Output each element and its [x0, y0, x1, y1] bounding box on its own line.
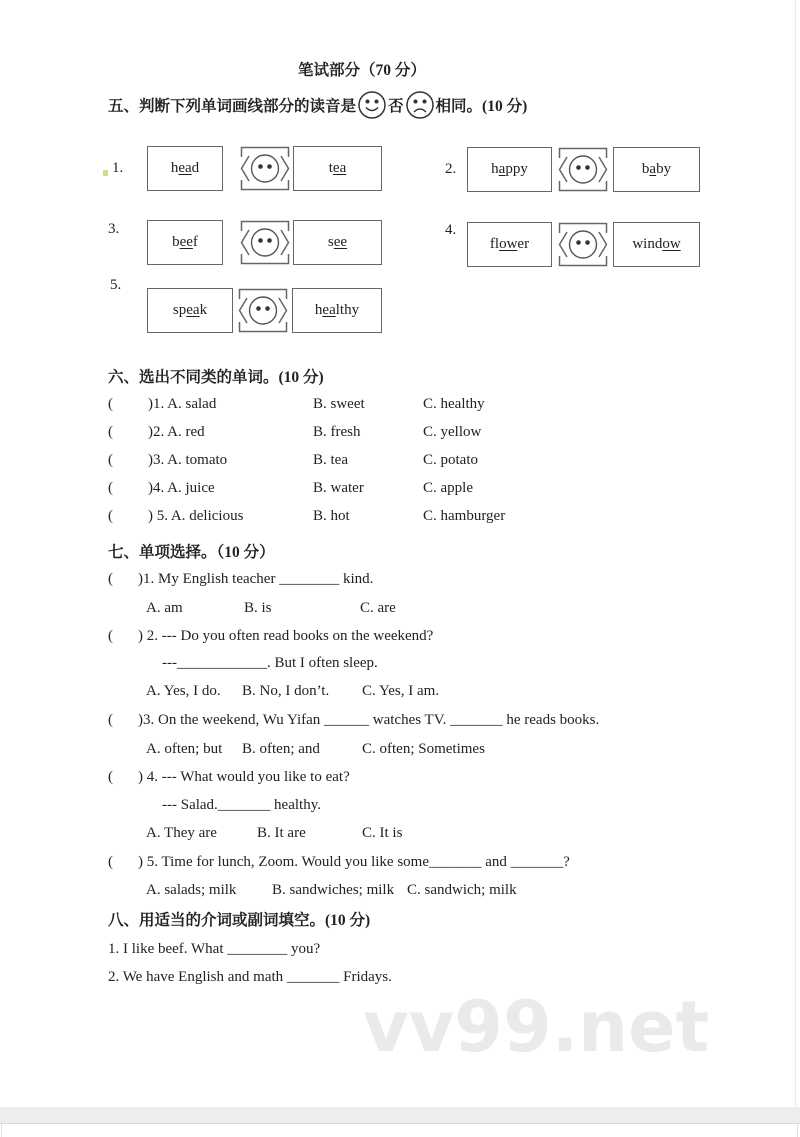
- options-row: [146, 882, 517, 899]
- word-box: [467, 222, 552, 267]
- word-label: head: [170, 160, 200, 176]
- option-b: B. It are: [257, 825, 306, 841]
- option-b: B. is: [244, 600, 272, 616]
- question-text: )1. My English teacher ________ kind.: [138, 571, 374, 587]
- answer-paren: (: [108, 508, 113, 524]
- pair-number: 4.: [445, 222, 457, 238]
- answer-paren: (: [108, 769, 113, 785]
- option-b: B. tea: [313, 452, 348, 468]
- word-box: [147, 146, 223, 191]
- word-box: [292, 288, 382, 333]
- word-label: flower: [489, 236, 530, 252]
- answer-paren: (: [108, 452, 113, 468]
- question-subline: --- Salad._______ healthy.: [162, 797, 321, 813]
- pair-number: 5.: [110, 277, 122, 293]
- answer-paren: (: [108, 424, 113, 440]
- option-c: C. Yes, I am.: [362, 683, 440, 699]
- word-box: [467, 147, 552, 192]
- pair-number: 3.: [108, 221, 120, 237]
- option-a: )3. A. tomato: [148, 452, 228, 468]
- option-c: C. It is: [362, 825, 403, 841]
- option-c: C. sandwich; milk: [407, 882, 517, 898]
- question-line: [108, 628, 433, 645]
- question-text: ) 2. --- Do you often read books on the weekend?: [138, 628, 434, 644]
- mc-row: [108, 424, 668, 442]
- option-c: C. healthy: [423, 396, 485, 412]
- word-label: healthy: [314, 302, 360, 318]
- section5-heading-post: 相同。(10 分): [435, 97, 528, 115]
- mc-row: [108, 396, 668, 414]
- option-b: B. hot: [313, 508, 350, 524]
- blank-face-connector-icon: [238, 288, 288, 333]
- fill-blank-line: 1. I like beef. What ________ you?: [108, 941, 321, 957]
- question-line: [108, 769, 350, 786]
- page-separator: [0, 1107, 800, 1124]
- option-b: B. often; and: [242, 741, 320, 757]
- option-c: C. often; Sometimes: [362, 741, 485, 757]
- section8-heading: 八、用适当的介词或副词填空。(10 分): [108, 912, 371, 929]
- pair-number: 2.: [445, 161, 457, 177]
- page-title: 笔试部分（70 分）: [298, 62, 426, 79]
- mc-row: [108, 452, 668, 470]
- option-a: A. Yes, I do.: [146, 683, 221, 699]
- answer-paren: (: [108, 854, 113, 870]
- watermark: vv99.net: [363, 986, 710, 1068]
- option-b: B. No, I don’t.: [242, 683, 330, 699]
- question-line: [108, 571, 373, 588]
- option-c: C. yellow: [423, 424, 482, 440]
- word-label: beef: [172, 234, 198, 250]
- mc-row: [108, 508, 668, 526]
- word-box: [613, 147, 700, 192]
- word-label: tea: [328, 160, 347, 176]
- section6-heading: 六、选出不同类的单词。(10 分): [108, 369, 324, 386]
- smiley-face-icon: [357, 90, 387, 120]
- blank-face-connector-icon: [240, 146, 290, 191]
- option-c: C. hamburger: [423, 508, 506, 524]
- frowny-face-icon: [405, 90, 435, 120]
- options-row: [146, 741, 485, 758]
- option-a: )2. A. red: [148, 424, 205, 440]
- word-box: [147, 288, 233, 333]
- page-right-edge: [795, 0, 796, 1107]
- option-a: A. often; but: [146, 741, 223, 757]
- word-label: happy: [491, 161, 528, 177]
- option-b: B. water: [313, 480, 364, 496]
- blank-face-connector-icon: [240, 220, 290, 265]
- answer-paren: (: [108, 712, 113, 728]
- option-c: C. apple: [423, 480, 473, 496]
- word-label: window: [632, 236, 681, 252]
- word-box: [147, 220, 223, 265]
- word-box: [293, 146, 382, 191]
- section5-heading-pre: 五、判断下列单词画线部分的读音是: [108, 97, 357, 115]
- question-text: ) 5. Time for lunch, Zoom. Would you like some_______ and _______?: [138, 854, 570, 870]
- option-b: B. sweet: [313, 396, 365, 412]
- blank-face-connector-icon: [558, 147, 608, 192]
- option-a: )1. A. salad: [148, 396, 217, 412]
- section5-heading: [108, 89, 527, 120]
- question-subline: ---____________. But I often sleep.: [162, 655, 378, 671]
- option-b: B. fresh: [313, 424, 361, 440]
- section7-heading: 七、单项选择。（10 分）: [108, 544, 275, 561]
- mc-row: [108, 480, 668, 498]
- blank-face-connector-icon: [558, 222, 608, 267]
- word-label: see: [327, 234, 348, 250]
- word-box: [293, 220, 382, 265]
- next-page-edge: [1, 1124, 798, 1137]
- question-text: )3. On the weekend, Wu Yifan ______ watches TV. _______ he reads books.: [138, 712, 600, 728]
- option-c: C. are: [360, 600, 396, 616]
- question-text: ) 4. --- What would you like to eat?: [138, 769, 350, 785]
- options-row: [146, 600, 396, 617]
- option-a: )4. A. juice: [148, 480, 215, 496]
- option-a: ) 5. A. delicious: [148, 508, 244, 524]
- word-label: baby: [641, 161, 672, 177]
- fill-blank-line: 2. We have English and math _______ Fridays.: [108, 969, 392, 985]
- question-line: [108, 854, 570, 871]
- pair-number: 1.: [112, 160, 124, 176]
- option-c: C. potato: [423, 452, 478, 468]
- word-label: speak: [172, 302, 208, 318]
- options-row: [146, 683, 439, 700]
- option-a: A. salads; milk: [146, 882, 237, 898]
- answer-paren: (: [108, 571, 113, 587]
- question-line: [108, 712, 599, 729]
- answer-paren: (: [108, 628, 113, 644]
- section5-heading-mid: 否: [388, 97, 404, 115]
- option-a: A. They are: [146, 825, 217, 841]
- option-b: B. sandwiches; milk: [272, 882, 395, 898]
- options-row: [146, 825, 402, 842]
- word-box: [613, 222, 700, 267]
- answer-paren: (: [108, 480, 113, 496]
- answer-paren: (: [108, 396, 113, 412]
- highlight-dot: [103, 170, 108, 176]
- option-a: A. am: [146, 600, 183, 616]
